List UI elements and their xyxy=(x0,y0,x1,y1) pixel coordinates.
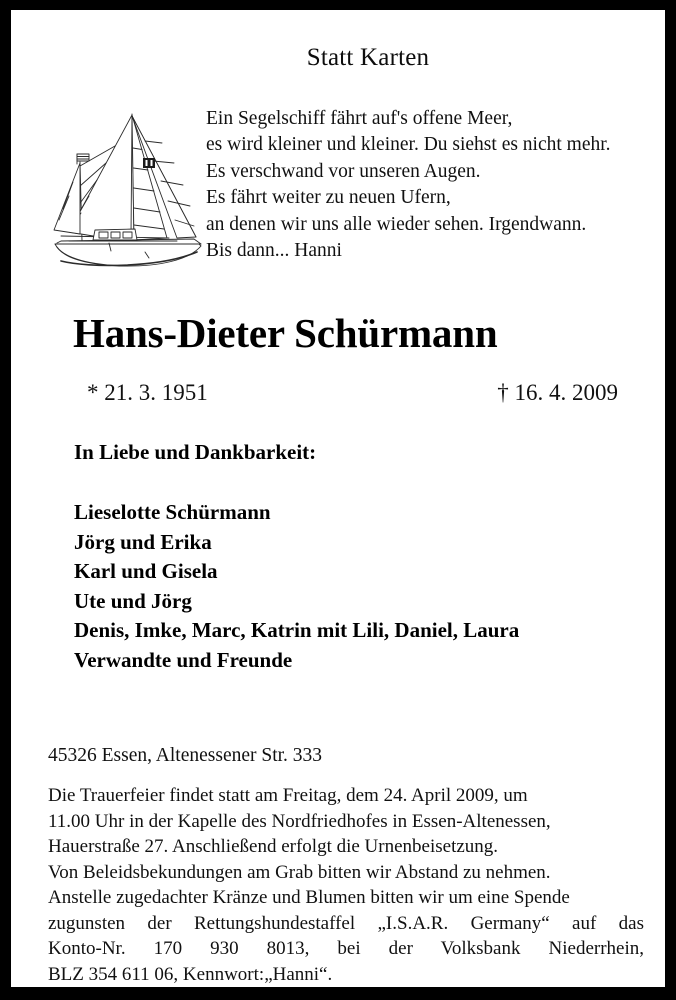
list-item: Denis, Imke, Marc, Katrin mit Lili, Daniel, Laura xyxy=(74,618,520,642)
page-title: Statt Karten xyxy=(306,44,430,71)
death-date: † 16. 4. 2009 xyxy=(497,380,618,405)
donation-info-line: Von Beleidsbekundungen am Grab bitten wir Abstand zu nehmen. xyxy=(48,861,551,883)
donation-info-line: BLZ 354 611 06, Kennwort:„Hanni“. xyxy=(48,963,333,985)
family-list xyxy=(74,498,654,675)
donation-info-line: Anstelle zugedachter Kränze und Blumen bitten wir um eine Spende xyxy=(48,887,570,908)
list-item: Karl und Gisela xyxy=(74,559,218,583)
poem-line: Es fährt weiter zu neuen Ufern, xyxy=(206,187,451,209)
poem-line: Es verschwand vor unseren Augen. xyxy=(206,160,481,182)
donation-info-line: zugunsten der Rettungshundestaffel „I.S.A.R. Germany“ auf das xyxy=(48,912,644,934)
address-line: 45326 Essen, Altenessener Str. 333 xyxy=(48,745,323,766)
poem-text xyxy=(206,106,666,264)
notice-paper xyxy=(11,10,665,987)
poem-line: Ein Segelschiff fährt auf's offene Meer, xyxy=(206,108,513,129)
service-info-line: 11.00 Uhr in der Kapelle des Nordfriedhofes in Essen-Altenessen, xyxy=(48,810,551,832)
service-info-line: Die Trauerfeier findet statt am Freitag, dem 24. April 2009, um xyxy=(48,785,528,806)
life-dates xyxy=(73,380,618,406)
service-info-line: Hauerstraße 27. Anschließend erfolgt die Urnenbeisetzung. xyxy=(48,836,499,857)
list-item: Jörg und Erika xyxy=(74,529,212,554)
dedication-text: In Liebe und Dankbarkeit: xyxy=(74,440,317,464)
service-details xyxy=(48,783,644,987)
list-item: Ute und Jörg xyxy=(74,588,192,613)
poem-line: an denen wir uns alle wieder sehen. Irgendwann. xyxy=(206,213,587,235)
sailboat-icon xyxy=(49,110,204,285)
poem-line: Bis dann... Hanni xyxy=(206,240,342,262)
donation-info-line: Konto-Nr. 170 930 8013, bei der Volksbank Niederrhein, xyxy=(48,938,644,959)
donation-info-paragraph xyxy=(48,860,644,988)
poem-line: es wird kleiner und kleiner. Du siehst es nicht mehr. xyxy=(206,134,611,156)
list-item: Verwandte und Freunde xyxy=(74,647,293,672)
service-info-paragraph xyxy=(48,783,644,860)
list-item: Lieselotte Schürmann xyxy=(74,500,271,524)
birth-date: * 21. 3. 1951 xyxy=(87,380,208,405)
deceased-name: Hans-Dieter Schürmann xyxy=(73,310,498,356)
